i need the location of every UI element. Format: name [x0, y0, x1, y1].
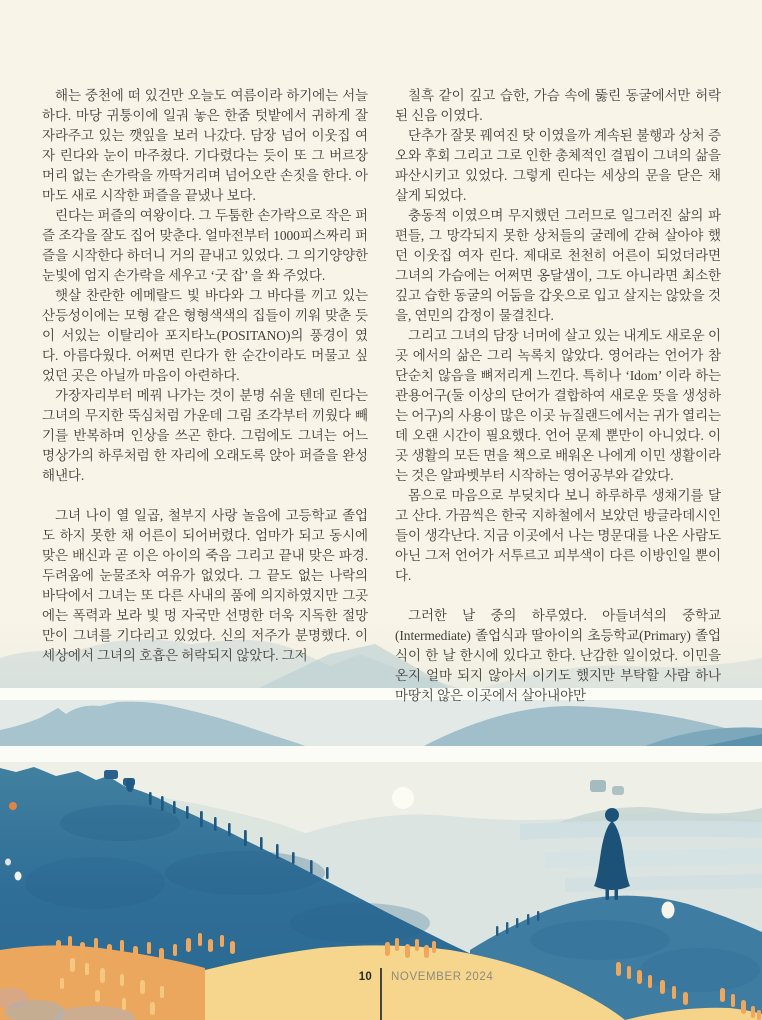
article-column-left [42, 86, 368, 706]
white-band-lower [0, 746, 762, 764]
paragraph: 그리고 그녀의 담장 너머에 살고 있는 내게도 새로운 이곳 에서의 삶은 그리 녹록치 않았다. 영어라는 언어가 참 단순치 않음을 뼈저리게 느낀다. 특히나 ‘Idom’ 이라 하는 관용어구(둘 이상의 단어가 결합하여 새로운 뜻을 생성하는 어구)의 사용이 많은 이곳 뉴질랜드에서는 귀가 열리는데 오랜 시간이 필요했다. 언어 문제 뿐만이 아니었다. 이곳 생활의 모든 면을 책으로 배워온 나에게 이민 생활이라는 것은 알파벳부터 시작하는 영어공부와 같았다. [395, 328, 721, 483]
pale-hill-band [0, 700, 762, 748]
paragraph: 그러한 날 중의 하루였다. 아들녀석의 중학교(Intermediate) 졸업식과 딸아이의 초등학교(Primary) 졸업식이 한 날 한시에 있다고 한다. 난감한 일이었다. 이민을 온지 얼마 되지 않아서 이기도 했지만 부탁할 사람 하나 마땅치 않은 이곳에서 살아내야만 [395, 608, 721, 703]
paragraph: 햇살 찬란한 에메랄드 빛 바다와 그 바다를 끼고 있는 산등성이에는 모형 같은 형형색색의 집들이 끼워 맞춘 듯이 서있는 이탈리아 포지타노(POSITANO)의 풍경이 였다. 아름다웠다. 어쩌면 린다가 한 순간이라도 머물고 싶었던 곳은 아닐까 마음이 아련하다. [42, 288, 368, 383]
article-body [42, 86, 722, 706]
page-number: 10 [358, 971, 372, 983]
paragraph: 칠흑 같이 깊고 습한, 가슴 속에 뚫린 동굴에서만 허락된 신음 이였다. [395, 88, 721, 123]
page-footer [0, 971, 762, 991]
paragraph: 린다는 퍼즐의 여왕이다. 그 두툼한 손가락으로 작은 퍼즐 조각을 잘도 집어 맞춘다. 얼마전부터 1000피스짜리 퍼즐을 시작한다 하더니 거의 끝내고 있었다. 그 의기양양한 눈빛에 엄지 손가락을 세우고 ‘굿 잡’ 을 쏴 주었다. [42, 208, 368, 283]
paragraph: 해는 중천에 떠 있건만 오늘도 여름이라 하기에는 서늘하다. 마당 귀퉁이에 일궈 놓은 한줌 텃밭에서 귀하게 잘 자라주고 있는 깻잎을 보러 나갔다. 담장 넘어 이웃집 여자 린다와 눈이 마주쳤다. 기다렸다는 듯이 또 그 버르장머리 없는 손가락을 까딱거리며 넘어오란 손짓을 한다. 아마도 새로 시작한 퍼즐을 끝냈나 보다. [42, 88, 368, 203]
paragraph: 가장자리부터 메꿔 나가는 것이 분명 쉬울 텐데 린다는 그녀의 무지한 뚝심처럼 가운데 그림 조각부터 끼웠다 빼기를 반복하며 인상을 쓰곤 한다. 그럼에도 그녀는 어느 명상가의 하루처럼 한 자리에 오래도록 앉아 퍼즐을 완성해낸다. [42, 388, 368, 483]
footer-divider [380, 968, 382, 1020]
sun-disc [392, 787, 414, 809]
white-dot [5, 859, 11, 866]
paragraph: 단추가 잘못 꿰여진 탓 이였을까 계속된 불행과 상처 증오와 후회 그리고 그로 인한 총체적인 결핍이 그녀의 삶을 파산시키고 있었다. 그렇게 린다는 세상의 문을 닫은 채 살게 되었다. [395, 128, 721, 203]
article-column-right [395, 86, 721, 706]
orange-dot [9, 802, 17, 810]
issue-date: NOVEMBER 2024 [391, 971, 494, 983]
white-dot [15, 872, 22, 881]
paragraph: 몸으로 마음으로 부딪치다 보니 하루하루 생채기를 달고 산다. 가끔씩은 한국 지하철에서 보았던 방글라데시인들이 생각난다. 지금 이곳에서 나는 명문대를 나온 사람도 아닌 그저 언어가 서투르고 피부색이 다른 이방인일 뿐이다. [395, 488, 721, 583]
white-stone [662, 902, 675, 919]
paragraph: 그녀 나이 열 일곱, 철부지 사랑 놀음에 고등학교 졸업도 하지 못한 채 어른이 되어버렸다. 엄마가 되고 동시에 맞은 배신과 곧 이은 아이의 죽음 그리고 끝내 맞은 파경. 두려움에 눈물조차 여유가 없었다. 그 끝도 없는 나락의 바닥에서 그녀는 또 다른 사내의 품에 의지하였지만 그곳에는 폭력과 보라 빛 멍 자국만 선명한 더욱 지독한 절망만이 그녀를 기다리고 있었다. 신의 저주가 분명했다. 이 세상에서 그녀의 호흡은 허락되지 않았다. 그저 [42, 508, 368, 663]
paragraph: 충동적 이였으며 무지했던 그러므로 일그러진 삶의 파편들, 그 망각되지 못한 상처들의 굴레에 갇혀 살아야 했던 이웃집 여자 린다. 제대로 천천히 어른이 되었더라면 그녀의 가슴에는 어쩌면 옹달샘이, 그도 아니라면 최소한 깊고 습한 동굴의 어둠을 갑옷으로 입고 살지는 않았을 것을, 연민의 감정이 물결친다. [395, 208, 721, 323]
